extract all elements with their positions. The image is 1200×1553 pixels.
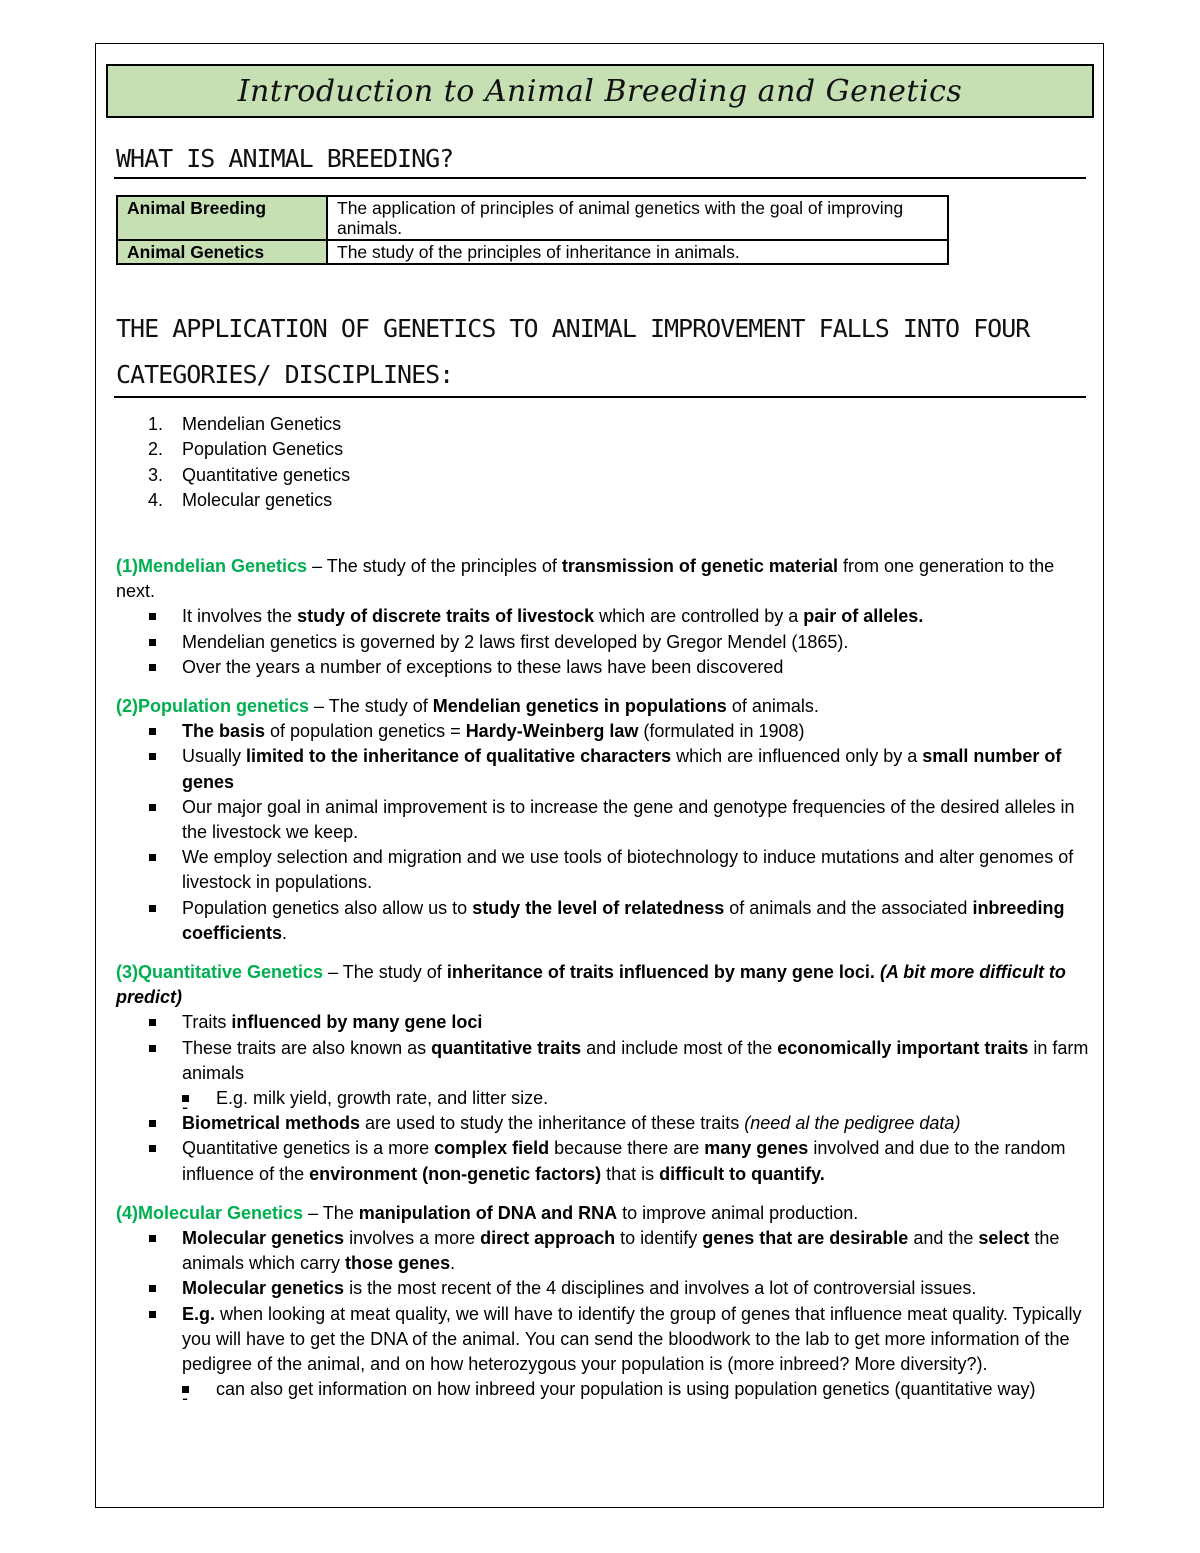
section-intro: (4)Molecular Genetics – The manipulation of DNA and RNA to improve animal production. xyxy=(116,1202,859,1223)
list-item: Over the years a number of exceptions to these laws have been discovered xyxy=(116,655,1091,680)
list-item: Molecular genetics is the most recent of the 4 disciplines and involves a lot of controversial issues. xyxy=(116,1276,1091,1301)
section-population xyxy=(116,694,1091,946)
list-item: The basis of population genetics = Hardy-Weinberg law (formulated in 1908) xyxy=(116,719,1091,744)
section-intro: (3)Quantitative Genetics – The study of inheritance of traits influenced by many gene loci. (A bit more difficult to predict) xyxy=(116,962,1066,1008)
section-intro: (1)Mendelian Genetics – The study of the principles of transmission of genetic material from one generation to the next. xyxy=(116,556,1055,602)
title-banner xyxy=(106,64,1094,118)
sub-list xyxy=(182,1377,1091,1402)
category-label: Quantitative genetics xyxy=(182,464,351,485)
table-row xyxy=(117,196,948,240)
category-label: Mendelian Genetics xyxy=(182,414,342,434)
list-item: Population genetics also allow us to study the level of relatedness of animals and the associated inbreeding coefficients. xyxy=(116,896,1091,946)
list-item: Our major goal in animal improvement is to increase the gene and genotype frequencies of the desired alleles in the livestock we keep. xyxy=(116,795,1091,845)
bullet-list xyxy=(116,604,1091,680)
bullet-list xyxy=(116,1226,1091,1402)
definition-cell: The study of the principles of inheritance in animals. xyxy=(327,240,948,264)
categories-list xyxy=(116,412,350,513)
sub-list-item: - can also get information on how inbreed your population is using population genetics (quantitative way) xyxy=(182,1377,1091,1402)
list-item: Biometrical methods are used to study the inheritance of these traits (need al the pedigree data) xyxy=(116,1111,1091,1136)
category-label: Molecular genetics xyxy=(182,489,333,510)
list-item: E.g. when looking at meat quality, we will have to identify the group of genes that influence meat quality. Typically you will have to get the DNA of the animal. You can send the bloodwork to the lab to get more information of the pedigree of the animal, and on how heterozygous your population is (more inbreed? More diversity?). - can also get information on how inbreed your population is using population genetics (quantitative way) xyxy=(116,1302,1091,1403)
section-label: (4)Molecular Genetics xyxy=(116,1202,304,1223)
section-label: (3)Quantitative Genetics xyxy=(116,962,324,983)
list-item: 2. Population Genetics xyxy=(148,439,344,460)
list-item: We employ selection and migration and we use tools of biotechnology to induce mutations and alter genomes of livestock in populations. xyxy=(116,845,1091,895)
bullet-list xyxy=(116,719,1091,946)
heading-application-line2: CATEGORIES/ DISCIPLINES: xyxy=(116,360,454,389)
page-title: Introduction to Animal Breeding and Genetics xyxy=(237,73,963,109)
definitions-table xyxy=(116,195,949,265)
list-item: It involves the study of discrete traits of livestock which are controlled by a pair of alleles. xyxy=(116,604,1091,629)
list-item: 4. Molecular genetics xyxy=(148,489,333,510)
sub-list-item: - E.g. milk yield, growth rate, and litter size. xyxy=(182,1086,1091,1111)
section-intro: (2)Population genetics – The study of Mendelian genetics in populations of animals. xyxy=(116,696,819,717)
category-label: Population Genetics xyxy=(182,439,344,460)
section-molecular xyxy=(116,1201,1091,1403)
table-row xyxy=(117,240,948,264)
list-item: Molecular genetics involves a more direct approach to identify genes that are desirable and the select the animals which carry those genes. xyxy=(116,1226,1091,1276)
definition-cell: The application of principles of animal genetics with the goal of improving animals. xyxy=(327,196,948,240)
section-label: (1)Mendelian Genetics xyxy=(116,556,308,576)
sub-list xyxy=(182,1086,1091,1111)
term-cell: Animal Breeding xyxy=(117,196,327,240)
list-item: Traits influenced by many gene loci xyxy=(116,1010,1091,1035)
heading-rule xyxy=(114,177,1086,179)
heading-rule xyxy=(114,396,1086,398)
section-label: (2)Population genetics xyxy=(116,696,310,717)
heading-what-is-animal-breeding: WHAT IS ANIMAL BREEDING? xyxy=(116,144,454,173)
disciplines-sections xyxy=(116,554,1091,1417)
list-item: Usually limited to the inheritance of qualitative characters which are influenced only by a small number of genes xyxy=(116,744,1091,794)
term-cell: Animal Genetics xyxy=(117,240,327,264)
section-quantitative xyxy=(116,960,1091,1187)
bullet-list xyxy=(116,1010,1091,1186)
list-item: These traits are also known as quantitative traits and include most of the economically important traits in farm animals - E.g. milk yield, growth rate, and litter size. xyxy=(116,1036,1091,1112)
list-item: 1. Mendelian Genetics xyxy=(148,414,342,434)
list-item: Mendelian genetics is governed by 2 laws first developed by Gregor Mendel (1865). xyxy=(116,630,1091,655)
list-item: Quantitative genetics is a more complex field because there are many genes involved and due to the random influence of the environment (non-genetic factors) that is difficult to quantify. xyxy=(116,1136,1091,1186)
list-item: 3. Quantitative genetics xyxy=(148,464,351,485)
section-mendelian xyxy=(116,554,1091,680)
heading-application-line1: THE APPLICATION OF GENETICS TO ANIMAL IMPROVEMENT FALLS INTO FOUR xyxy=(116,314,1030,343)
